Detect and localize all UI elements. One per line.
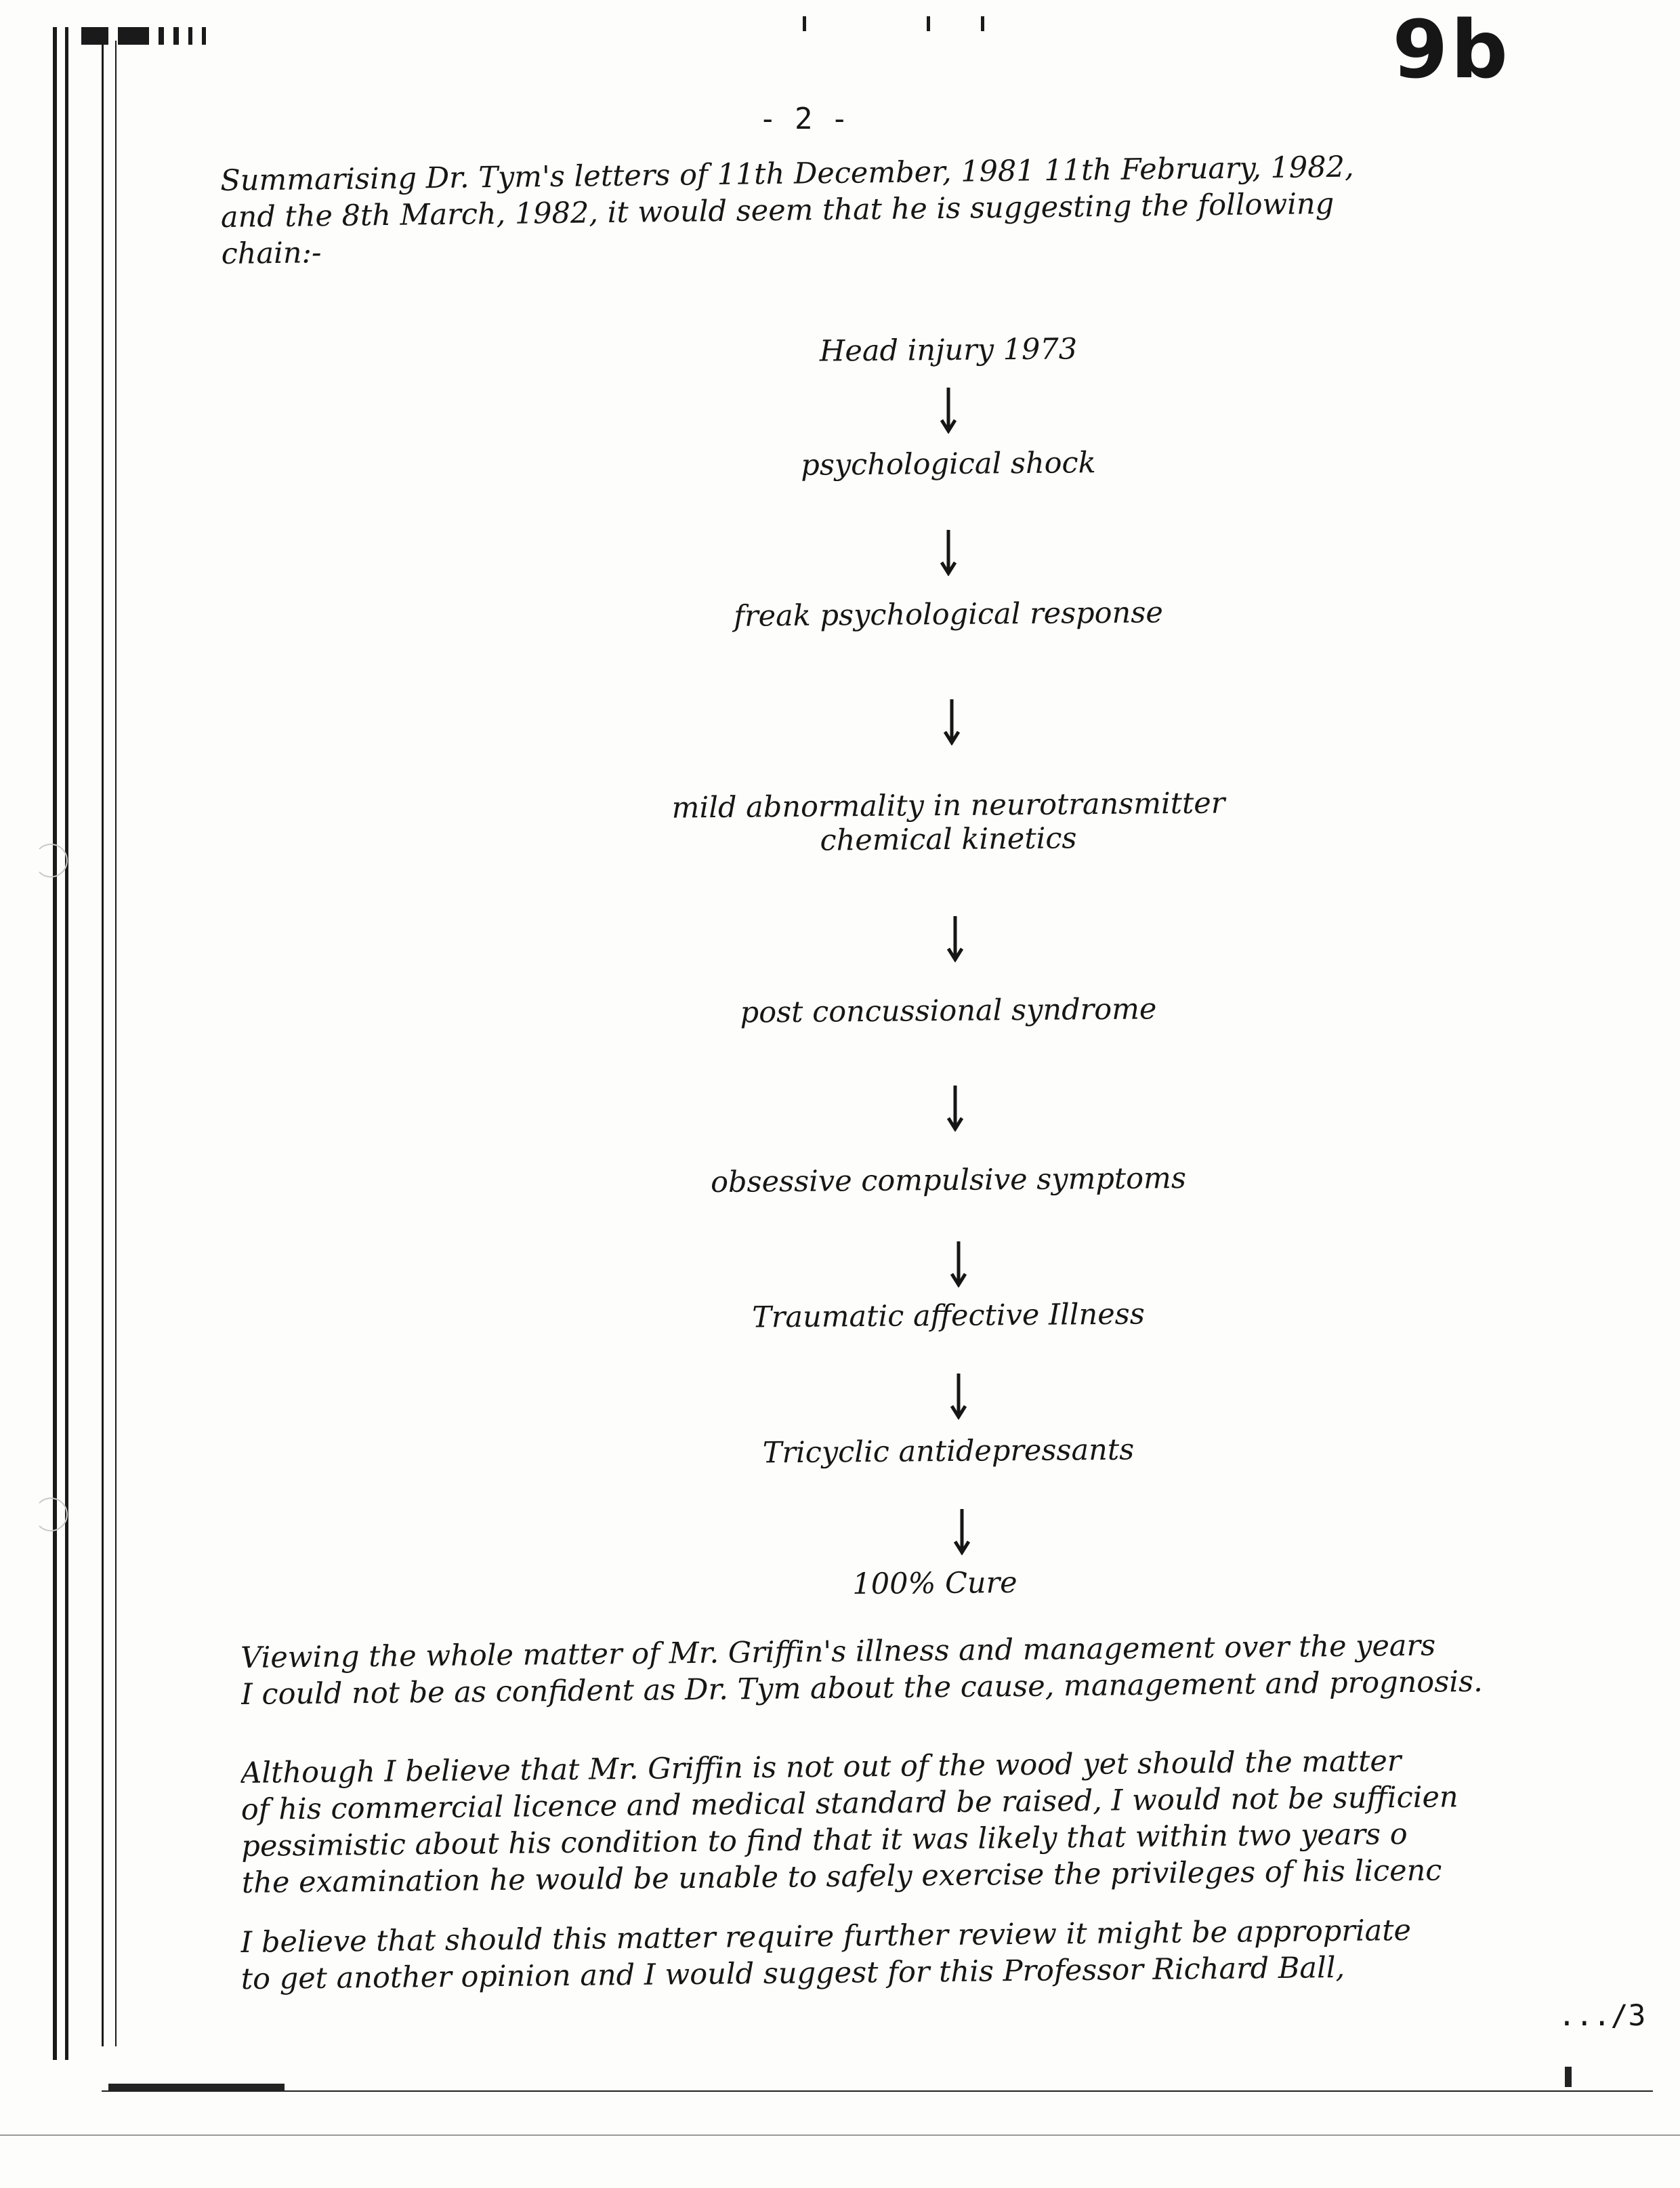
intro-line: chain:- [221,236,322,271]
down-arrow-icon [942,915,969,962]
down-arrow-icon [945,1372,972,1420]
scan-top-tick [803,16,806,31]
chain-step: chemical kinetics [820,821,1077,858]
chain-step: Traumatic affective Illness [751,1297,1146,1335]
scan-bottom-rule [102,2090,1653,2092]
punch-hole [34,1498,68,1531]
scan-top-tick [981,16,984,31]
paragraph-believe [240,1910,1671,1998]
paragraph-line: I could not be as confident as Dr. Tym about the cause, management and prognosis. [240,1664,1483,1712]
paragraph-viewing [240,1625,1671,1713]
scan-bottom-rule [1565,2067,1572,2087]
chain-step: Head injury 1973 [819,332,1078,369]
down-arrow-icon [945,1240,972,1287]
paragraph-line: to get another opinion and I would suggest for this Professor Richard Ball, [240,1950,1345,1996]
chain-step: psychological shock [801,446,1096,482]
chain-step: Tricyclic antidepressants [762,1432,1135,1470]
scan-mark [202,27,206,45]
scan-mark [188,27,192,45]
paragraph-line: the examination he would be unable to safely exercise the privileges of his licenc [241,1853,1442,1900]
handwritten-page-number: 9b [1392,3,1511,96]
scan-mark [118,27,149,45]
paragraph-line: Although I believe that Mr. Griffin is not out of the wood yet should the matter [240,1744,1402,1790]
paragraph-line: I believe that should this matter require further review it might be appropriate [240,1913,1412,1960]
chain-step: mild abnormality in neurotransmitter [671,786,1225,825]
chain-step: 100% Cure [852,1565,1017,1602]
intro-paragraph [220,147,1509,272]
scan-top-tick [927,16,930,31]
down-arrow-icon [935,529,962,576]
down-arrow-icon [938,698,965,745]
scan-bottom-rule [108,2084,285,2092]
punch-hole [34,844,68,878]
paragraph-line: of his commercial licence and medical standard be raised, I would not be sufficien [240,1780,1458,1827]
down-arrow-icon [942,1084,969,1132]
scan-edge-line [53,27,57,2060]
scan-edge-line [65,27,68,2060]
continued-marker: .../3 [1558,1999,1646,2033]
chain-step: post concussional syndrome [740,992,1157,1030]
down-arrow-icon [935,386,962,434]
paragraph-line: pessimistic about his condition to find that it was likely that within two years o [241,1817,1408,1863]
paragraph-although [240,1740,1671,1901]
intro-line: and the 8th March, 1982, it would seem that he is suggesting the following [220,186,1335,234]
scan-top-marks [81,26,285,46]
scan-edge-line [102,41,104,2046]
scan-bottom-rule [0,2134,1680,2136]
scan-mark [159,27,164,45]
page-number: - 2 - [759,102,849,136]
chain-step: freak psychological response [733,596,1163,634]
scan-mark [173,27,179,45]
scan-mark [81,27,108,45]
paragraph-line: Viewing the whole matter of Mr. Griffin's illness and management over the years [240,1628,1436,1675]
chain-step: obsessive compulsive symptoms [710,1161,1187,1200]
intro-line: Summarising Dr. Tym's letters of 11th December, 1981 11th February, 1982, [220,150,1354,198]
down-arrow-icon [948,1508,975,1555]
scan-edge-line [115,41,117,2046]
